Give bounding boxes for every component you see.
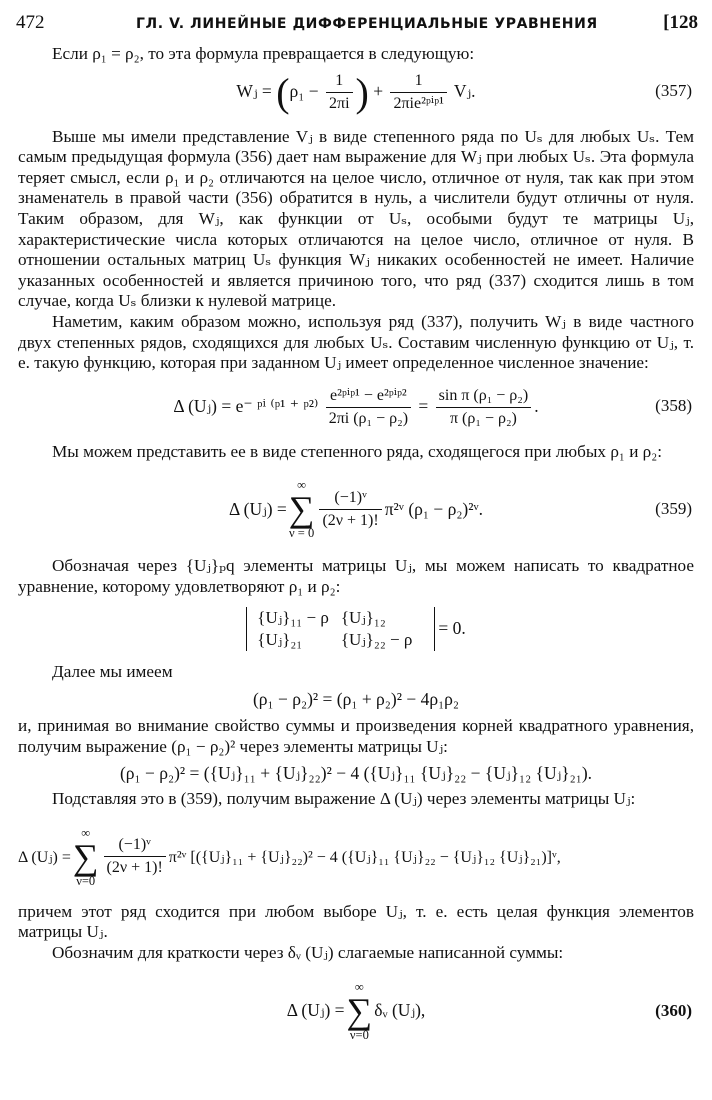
paragraph: Если ρ₁ = ρ₂, то эта формула превращается в следующую: bbox=[52, 44, 475, 63]
eq-lhs: Δ (Uⱼ) = bbox=[228, 498, 287, 519]
numerator: e²ᵖⁱᵖ¹ − e²ᵖⁱᵖ² bbox=[326, 386, 411, 408]
fraction bbox=[390, 71, 446, 114]
eq-rhs: = 0. bbox=[438, 618, 466, 638]
paragraph: и, принимая во внимание свойство суммы и произведения корней квадратного уравнения, получим выражение (ρ₁ − ρ₂)² через элементы матрицы Uⱼ: bbox=[18, 716, 694, 756]
eq-tail: δᵥ (Uⱼ), bbox=[374, 1000, 426, 1021]
denominator: 2πi bbox=[328, 95, 350, 113]
eq-lhs: Wⱼ = bbox=[236, 80, 272, 101]
eq-tail: π²ᵛ [({Uⱼ}₁₁ + {Uⱼ}₂₂)² − 4 ({Uⱼ}₁₁ {Uⱼ}₂₂ − {Uⱼ}₁₂ {Uⱼ}₂₁)]ᵛ, bbox=[168, 848, 561, 866]
eq-lhs: Δ (Uⱼ) = bbox=[18, 848, 71, 866]
det-a12: {Uⱼ}₁₂ bbox=[340, 607, 386, 627]
summation-sign: ∞ ∑ ν = 0 bbox=[288, 478, 315, 541]
section-number: [128 bbox=[663, 12, 698, 33]
numerator: 1 bbox=[390, 71, 446, 93]
paragraph: Подставляя это в (359), получим выражение Δ (Uⱼ) через элементы матрицы Uⱼ: bbox=[52, 789, 636, 809]
eq-tail: π²ᵛ (ρ₁ − ρ₂)²ᵛ. bbox=[384, 498, 484, 519]
denominator: 2πie²ᵖⁱᵖ¹ bbox=[393, 95, 444, 113]
equals-sign: = bbox=[418, 395, 429, 416]
page-number: 472 bbox=[16, 12, 45, 33]
denominator: 2πi (ρ₁ − ρ₂) bbox=[328, 410, 409, 428]
eq-lhs: Δ (Uⱼ) = e⁻ ᵖⁱ ⁽ᵖ¹ ⁺ ᵖ²⁾ bbox=[173, 395, 319, 416]
paragraph: Обозначая через {Uⱼ}ₚq элементы матрицы Uⱼ, мы можем написать то квадратное уравнение, которому удовлетворяют ρ₁ и ρ₂: bbox=[18, 556, 694, 596]
equation-359 bbox=[18, 466, 694, 552]
numerator: 1 bbox=[326, 71, 353, 93]
plus-sign: + bbox=[373, 80, 384, 101]
sum-lower: ν=0 bbox=[349, 1027, 369, 1042]
paragraph: Мы можем представить ее в виде степенного ряда, сходящегося при любых ρ₁ и ρ₂: bbox=[52, 441, 663, 461]
fraction bbox=[104, 835, 166, 878]
sum-lower: ν=0 bbox=[76, 873, 96, 888]
equation-number: (358) bbox=[655, 395, 692, 415]
denominator: (2ν + 1)! bbox=[106, 859, 163, 877]
sum-upper: ∞ bbox=[297, 478, 307, 493]
equation-360 bbox=[18, 968, 694, 1054]
paragraph: Далее мы имеем bbox=[52, 661, 173, 681]
paragraph: Выше мы имели представление Vⱼ в виде степенного ряда по Uₛ для любых Uₛ. Тем самым предыдущая формула (356) дает нам выражение для Wⱼ при любых Uₛ. Эта формула теряет смысл, если ρ₁ и ρ₂ отличаются на целое число, отличное от нуля, так как при этом знаменатель в правой части (356) обратится в нуль, а числители будут отличны от нуля. Таким образом, для Wⱼ, как функции от Uₛ, особыми будут те матрицы Uⱼ, характеристические числа которых отличаются на целое число, отличное от нуля. В отношении остальных матриц Uₛ функция Wⱼ никаких особенностей не имеет. Наличие указанных особенностей и является причиною того, что ряд (337) сходится лишь в том случае, когда Uₛ близки к нулевой матрице. bbox=[18, 126, 694, 311]
eq-tail: Vⱼ. bbox=[453, 80, 476, 101]
sum-upper: ∞ bbox=[354, 979, 364, 994]
sum-lower: ν = 0 bbox=[289, 526, 315, 541]
equation-expanded bbox=[18, 814, 694, 900]
determinant bbox=[246, 607, 435, 651]
paragraph: Наметим, каким образом можно, используя ряд (337), получить Wⱼ в виде частного двух степенных рядов, сходящихся для любых Uₛ. Составим численную функцию от Uⱼ, т. е. такую функцию, которая при заданном Uⱼ имеет определенное численное значение: bbox=[18, 311, 694, 373]
sum-upper: ∞ bbox=[81, 825, 91, 840]
equation-number: (357) bbox=[655, 80, 692, 100]
fraction bbox=[436, 386, 532, 429]
det-a22: {Uⱼ}₂₂ − ρ bbox=[340, 629, 413, 649]
paren-open: ( bbox=[276, 69, 290, 115]
equation-number: (360) bbox=[655, 1000, 692, 1020]
eq-term: ρ₁ − bbox=[289, 80, 319, 101]
determinant-equation bbox=[18, 600, 694, 658]
eq-lhs: Δ (Uⱼ) = bbox=[286, 1000, 345, 1021]
page-body bbox=[18, 44, 694, 1054]
fraction bbox=[319, 488, 381, 531]
det-a21: {Uⱼ}₂₁ bbox=[257, 629, 303, 649]
numerator: (−1)ᵛ bbox=[319, 488, 381, 510]
equation-roots: (ρ₁ − ρ₂)² = (ρ₁ + ρ₂)² − 4ρ₁ρ₂ bbox=[252, 689, 460, 710]
numerator: (−1)ᵛ bbox=[104, 835, 166, 857]
fraction bbox=[326, 71, 353, 114]
fraction bbox=[326, 386, 411, 429]
equation-elements: (ρ₁ − ρ₂)² = ({Uⱼ}₁₁ + {Uⱼ}₂₂)² − 4 ({Uⱼ}₁₁ {Uⱼ}₂₂ − {Uⱼ}₁₂ {Uⱼ}₂₁). bbox=[119, 763, 593, 784]
summation-sign: ∞ ∑ ν=0 bbox=[346, 979, 373, 1042]
paren-close: ) bbox=[355, 69, 369, 115]
equation-number: (359) bbox=[655, 499, 692, 519]
running-header bbox=[16, 10, 698, 36]
denominator: π (ρ₁ − ρ₂) bbox=[449, 410, 517, 428]
numerator: sin π (ρ₁ − ρ₂) bbox=[436, 386, 532, 408]
paragraph: Обозначим для краткости через δᵥ (Uⱼ) слагаемые написанной суммы: bbox=[52, 943, 564, 963]
summation-sign: ∞ ∑ ν=0 bbox=[72, 825, 99, 888]
det-a11: {Uⱼ}₁₁ − ρ bbox=[257, 607, 329, 627]
eq-tail: . bbox=[534, 395, 539, 416]
paragraph: причем этот ряд сходится при любом выборе Uⱼ, т. е. есть целая функция элементов матрицы Uⱼ. bbox=[18, 901, 694, 942]
denominator: (2ν + 1)! bbox=[322, 511, 379, 529]
chapter-title: ГЛ. V. ЛИНЕЙНЫЕ ДИФФЕРЕНЦИАЛЬНЫЕ УРАВНЕНИЯ bbox=[136, 16, 598, 32]
equation-357 bbox=[18, 67, 694, 115]
equation-358 bbox=[18, 376, 694, 436]
